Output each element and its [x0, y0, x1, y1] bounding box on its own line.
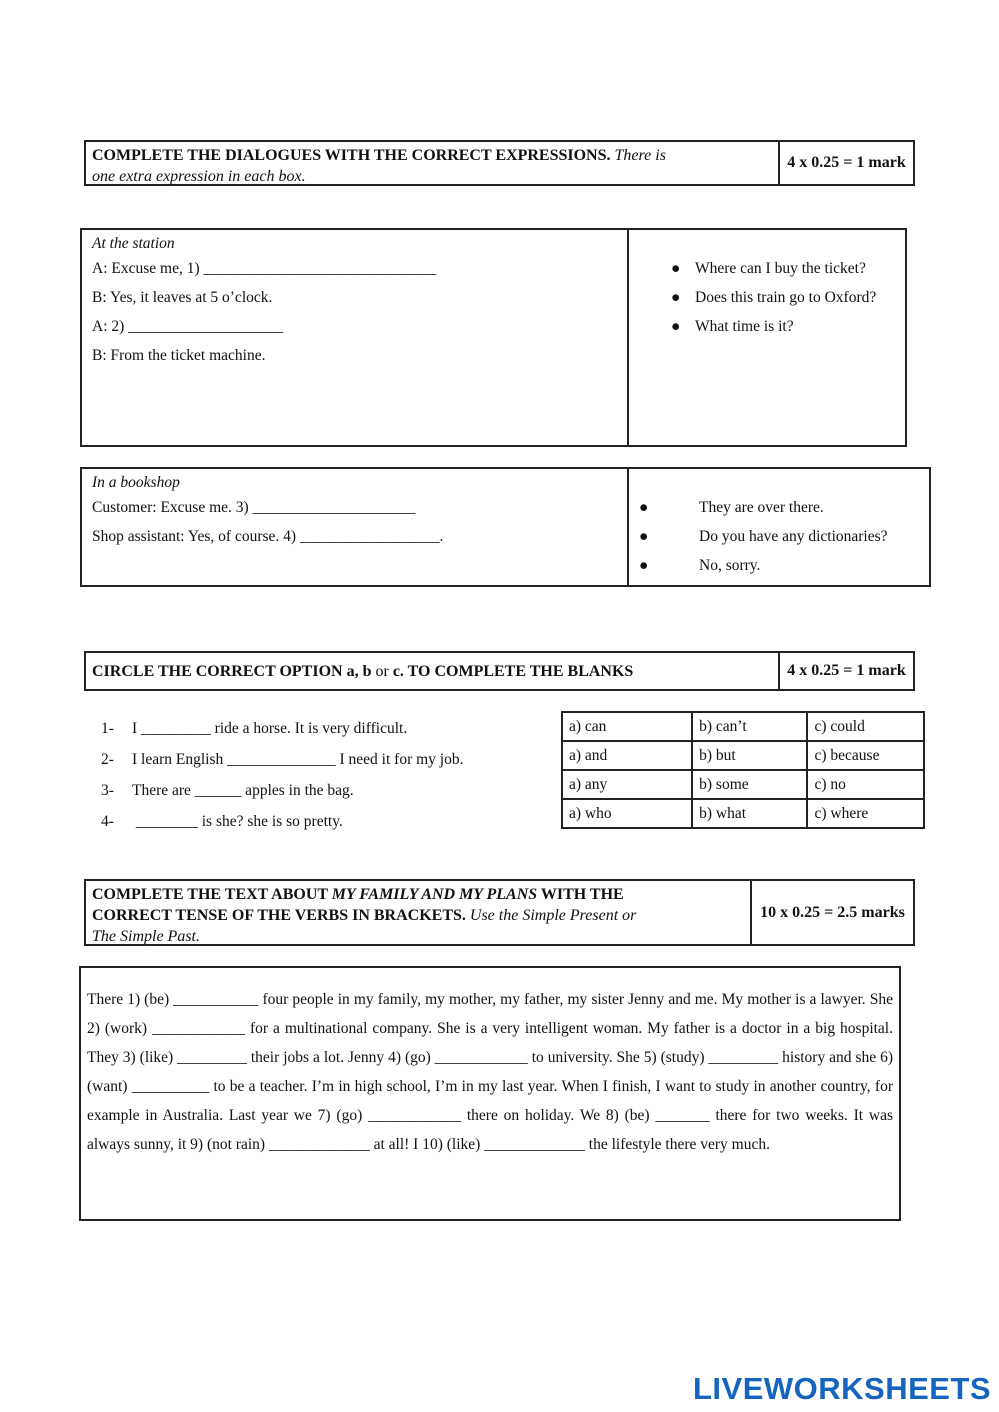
option-a-cell[interactable]: a) can: [562, 712, 692, 741]
section1-header: [84, 140, 915, 186]
option-text: Where can I buy the ticket?: [695, 260, 866, 277]
question-item: [101, 713, 551, 744]
question-text: There are ______ apples in the bag.: [132, 782, 354, 799]
logo-text: LIVEWORKSHEETS: [693, 1371, 992, 1406]
question-text: I learn English ______________ I need it for my job.: [132, 751, 464, 768]
section3-instruction-italic1: Use the Simple Present or: [465, 907, 637, 924]
bullet-icon: ●: [671, 318, 681, 335]
question-item: [101, 775, 551, 806]
option-text: Does this train go to Oxford?: [695, 289, 877, 306]
option-b-cell[interactable]: b) can’t: [692, 712, 807, 741]
section1-instruction-italic-a: There is: [614, 147, 666, 164]
option-item: [639, 493, 888, 522]
option-item: [639, 522, 888, 551]
option-text: Do you have any dictionaries?: [699, 528, 888, 545]
bullet-icon: ●: [639, 528, 649, 545]
table-row: [562, 741, 924, 770]
option-c-cell[interactable]: c) because: [807, 741, 924, 770]
question-number: 4-: [101, 813, 114, 830]
dialogue-line: Customer: Excuse me. 3) _____________________: [92, 499, 416, 516]
question-item: [101, 744, 551, 775]
dialogue-box-bookshop: [80, 467, 931, 587]
option-b-cell[interactable]: b) what: [692, 799, 807, 828]
table-row: [562, 712, 924, 741]
dialogue-bookshop-title: In a bookshop: [92, 474, 180, 491]
section2-header: [84, 651, 915, 691]
question-item: [101, 806, 551, 837]
question-number: 2-: [101, 751, 114, 768]
section2-instruction: [86, 653, 780, 689]
section2-instruction-part2: . TO COMPLETE THE BLANKS: [399, 662, 634, 680]
section2-instruction-b: b: [362, 662, 372, 680]
section1-instruction-bold: COMPLETE THE DIALOGUES WITH THE CORRECT EXPRESSIONS.: [92, 147, 611, 164]
dialogue-line: Shop assistant: Yes, of course. 4) __________________.: [92, 528, 444, 545]
dialogue-box-station: [80, 228, 907, 447]
question-text: ________ is she? she is so pretty.: [132, 813, 343, 830]
dialogue-bookshop-left: [82, 469, 629, 585]
dialogue-line: B: From the ticket machine.: [92, 347, 266, 364]
question-number: 3-: [101, 782, 114, 799]
dialogue-bookshop-options: [629, 469, 888, 585]
gap-fill-paragraph: There 1) (be) ___________ four people in my family, my mother, my father, my sister Jenny and me. My mother is a lawyer. She 2) (work) ____________ for a multinational company. She is a very intelligent woman. My father is a doctor in a big hospital. They 3) (like) _________ their jobs a lot. Jenny 4) (go) ____________ to university. She 5) (study) _________ history and she 6) (want) __________ to be a teacher. I’m in high school, I’m in my last year. When I finish, I want to study in another country, for example in Australia. Last year we 7) (go) ____________ there on holiday. We 8) (be) _______ there for two weeks. It was always sunny, it 9) (not rain) _____________ at all! I 10) (like) _____________ the lifestyle there very much.: [87, 991, 893, 1153]
section1-instruction: [86, 142, 780, 184]
dialogue-line: B: Yes, it leaves at 5 o’clock.: [92, 289, 273, 306]
table-row: [562, 770, 924, 799]
option-item: [671, 312, 876, 341]
section3-marks: 10 x 0.25 = 2.5 marks: [760, 903, 905, 921]
bullet-icon: ●: [639, 499, 649, 516]
section3-instruction-bold3: CORRECT TENSE OF THE VERBS IN BRACKETS.: [92, 907, 466, 924]
dialogue-station-title: At the station: [92, 235, 175, 252]
option-a-cell[interactable]: a) who: [562, 799, 692, 828]
option-b-cell[interactable]: b) some: [692, 770, 807, 799]
option-item: [671, 254, 876, 283]
option-c-cell[interactable]: c) could: [807, 712, 924, 741]
option-item: [671, 283, 876, 312]
section3-instruction: [86, 881, 752, 944]
option-c-cell[interactable]: c) where: [807, 799, 924, 828]
question-text: I _________ ride a horse. It is very difficult.: [132, 720, 408, 737]
section3-header: [84, 879, 915, 946]
liveworksheets-logo: [690, 1373, 990, 1405]
section1-marks: 4 x 0.25 = 1 mark: [787, 154, 906, 171]
section2-marks: 4 x 0.25 = 1 mark: [787, 662, 906, 679]
dialogue-station-left: [82, 230, 629, 445]
bullet-icon: ●: [671, 260, 681, 277]
option-a-cell[interactable]: a) and: [562, 741, 692, 770]
option-item: [639, 551, 888, 580]
section3-instruction-bold2: WITH THE: [537, 886, 624, 903]
dialogue-line: A: Excuse me, 1) ______________________________: [92, 260, 436, 277]
section3-instruction-italic2: The Simple Past.: [92, 928, 200, 945]
section3-instruction-bold1: COMPLETE THE TEXT ABOUT: [92, 886, 332, 903]
bullet-icon: ●: [671, 289, 681, 306]
bullet-icon: ●: [639, 557, 649, 574]
text-box: [79, 966, 901, 1221]
section1-instruction-italic-b: one extra expression in each box.: [92, 168, 306, 185]
section2-instruction-or: or: [371, 662, 393, 680]
option-text: No, sorry.: [699, 557, 761, 574]
option-a-cell[interactable]: a) any: [562, 770, 692, 799]
section3-instruction-bold-italic: MY FAMILY AND MY PLANS: [331, 886, 538, 903]
option-text: What time is it?: [695, 318, 794, 335]
section2-instruction-part1: CIRCLE THE CORRECT OPTION a,: [92, 662, 363, 680]
option-c-cell[interactable]: c) no: [807, 770, 924, 799]
section2-questions: [101, 713, 551, 837]
table-row: [562, 799, 924, 828]
option-text: They are over there.: [699, 499, 824, 516]
option-b-cell[interactable]: b) but: [692, 741, 807, 770]
dialogue-station-options: [629, 230, 876, 445]
dialogue-line: A: 2) ____________________: [92, 318, 284, 335]
options-table: [561, 711, 925, 829]
section2-instruction-c: c: [392, 662, 400, 680]
question-number: 1-: [101, 720, 114, 737]
